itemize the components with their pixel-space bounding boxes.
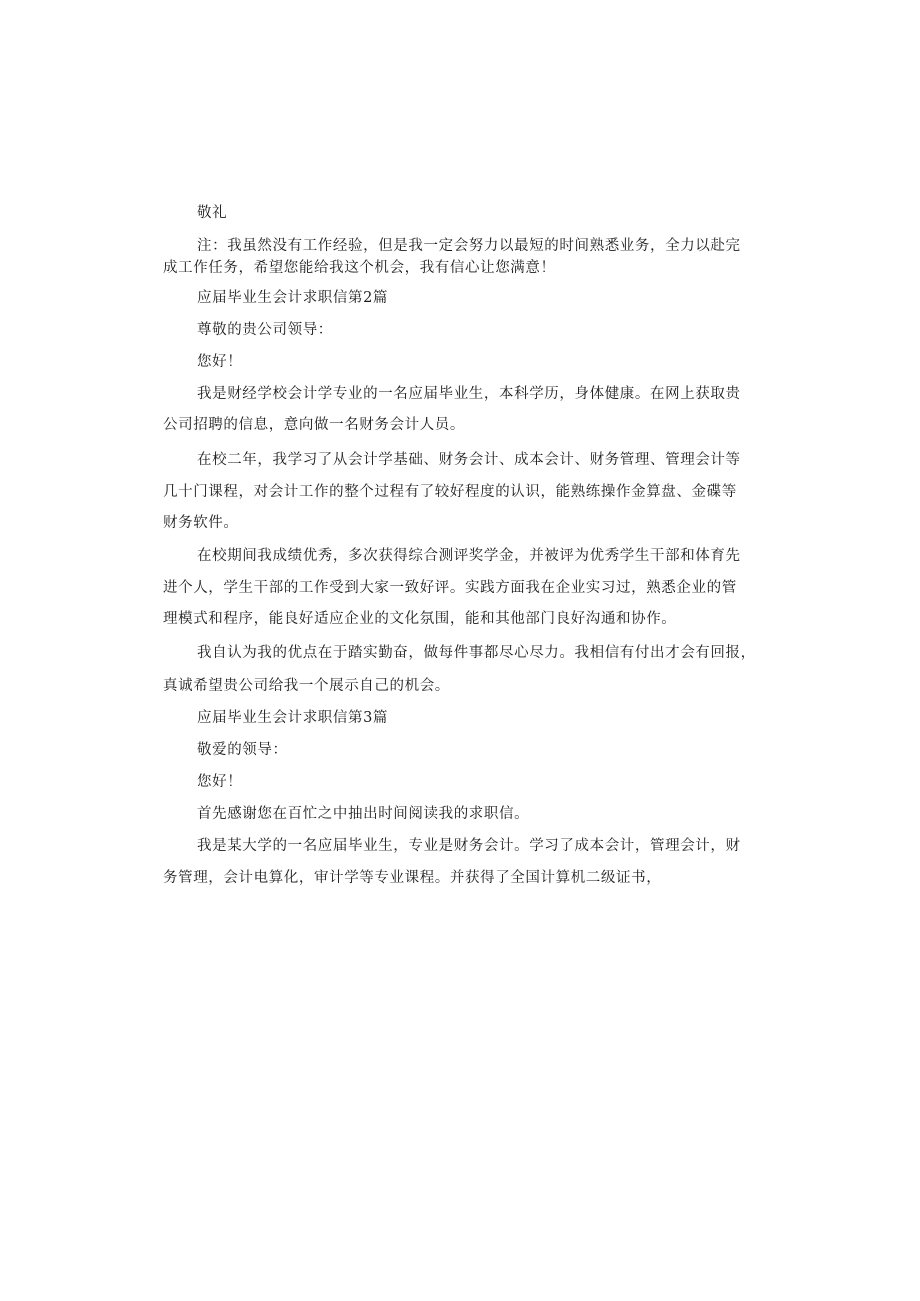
letter3-title: 应届毕业生会计求职信第3篇	[197, 710, 389, 726]
letter3-paragraph-1-line-1: 首先感谢您在百忙之中抽出时间阅读我的求职信。	[197, 806, 530, 822]
letter2-paragraph-3-line-1: 在校期间我成绩优秀，多次获得综合测评奖学金，并被评为优秀学生干部和体育先	[197, 548, 741, 564]
letter2-paragraph-2-line-3: 财务软件。	[163, 515, 239, 531]
letter2-greeting: 您好！	[197, 354, 243, 370]
letter3-paragraph-2-line-1: 我是某大学的一名应届毕业生，专业是财务会计。学习了成本会计，管理会计，财	[197, 838, 741, 854]
closing: 敬礼	[197, 205, 228, 221]
letter2-paragraph-2-line-2: 几十门课程，对会计工作的整个过程有了较好程度的认识，能熟练操作金算盘、金碟等	[163, 484, 737, 500]
letter3-paragraph-2-line-2: 务管理，会计电算化，审计学等专业课程。并获得了全国计算机二级证书，	[163, 870, 662, 886]
letter2-paragraph-1-line-2: 公司招聘的信息，意向做一名财务会计人员。	[163, 417, 465, 433]
letter2-paragraph-1-line-1: 我是财经学校会计学专业的一名应届毕业生，本科学历，身体健康。在网上获取贵	[197, 386, 741, 402]
note-line-1: 注：我虽然没有工作经验，但是我一定会努力以最短的时间熟悉业务，全力以赴完	[197, 238, 741, 254]
letter2-salutation: 尊敬的贵公司领导：	[197, 322, 333, 338]
letter2-paragraph-3-line-3: 理模式和程序，能良好适应企业的文化氛围，能和其他部门良好沟通和协作。	[163, 611, 677, 627]
letter3-greeting: 您好！	[197, 774, 243, 790]
letter2-paragraph-4-line-1: 我自认为我的优点在于踏实勤奋，做每件事都尽心尽力。我相信有付出才会有回报，	[197, 645, 756, 661]
letter2-paragraph-4-line-2: 真诚希望贵公司给我一个展示自己的机会。	[163, 678, 450, 694]
letter2-title: 应届毕业生会计求职信第2篇	[197, 290, 389, 306]
note-line-2: 成工作任务，希望您能给我这个机会，我有信心让您满意！	[163, 260, 556, 276]
letter2-paragraph-3-line-2: 进个人，学生干部的工作受到大家一致好评。实践方面我在企业实习过，熟悉企业的管	[163, 580, 737, 596]
letter2-paragraph-2-line-1: 在校二年，我学习了从会计学基础、财务会计、成本会计、财务管理、管理会计等	[197, 452, 741, 468]
letter3-salutation: 敬爱的领导：	[197, 742, 288, 758]
